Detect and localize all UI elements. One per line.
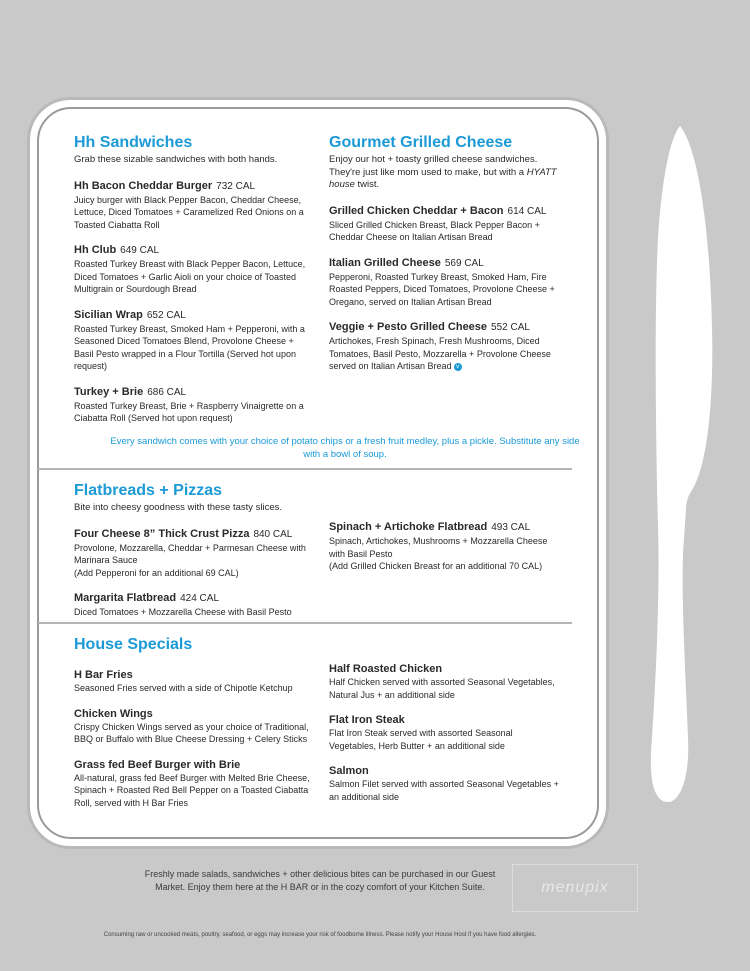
item-description: Roasted Turkey Breast, Brie + Raspberry Vinaigrette on a Ciabatta Roll (Served hot upon request) xyxy=(74,400,304,423)
item-calories: 614 CAL xyxy=(507,205,547,217)
item-name: Grass fed Beef Burger with Brie xyxy=(74,758,241,771)
flatbreads-title: Flatbreads + Pizzas xyxy=(74,482,223,499)
grilled-cheese-intro xyxy=(329,154,557,192)
intro-text: Enjoy our hot + toasty grilled cheese sandwiches. They're just like mom used to make, but with a xyxy=(329,154,538,178)
item-description: Pepperoni, Roasted Turkey Breast, Smoked Ham, Fire Roasted Peppers, Diced Tomatoes, Provolone Cheese + Oregano, served on Italian Artisan Bread xyxy=(329,271,555,307)
divider xyxy=(38,468,572,470)
item-name: Sicilian Wrap xyxy=(74,308,143,321)
menu-item xyxy=(74,308,314,373)
item-name: Salmon xyxy=(329,765,369,777)
flatbreads-section xyxy=(74,482,319,619)
item-description: Roasted Turkey Breast with Black Pepper Bacon, Lettuce, Diced Tomatoes + Garlic Aioli on your choice of Toasted Multigrain or Sourdough Bread xyxy=(74,259,306,294)
item-calories: 686 CAL xyxy=(147,386,187,398)
item-name: Flat Iron Steak xyxy=(329,714,405,726)
divider xyxy=(38,622,572,624)
menu-item xyxy=(329,662,559,701)
menu-item xyxy=(74,527,319,580)
item-description: Flat Iron Steak served with assorted Seasonal Vegetables, Herb Butter + an additional side xyxy=(329,728,513,751)
intro-text-end: twist. xyxy=(357,179,380,190)
item-calories: 840 CAL xyxy=(253,528,293,540)
item-extra: (Add Pepperoni for an additional 69 CAL) xyxy=(74,567,239,578)
footer-text: Freshly made salads, sandwiches + other delicious bites can be purchased in our Guest Market. Enjoy them here at the H BAR or in the cozy comfort of your Kitchen Suite. xyxy=(144,869,496,892)
item-description: Seasoned Fries served with a side of Chipotle Ketchup xyxy=(74,683,293,693)
menu-item xyxy=(74,668,319,695)
item-calories: 732 CAL xyxy=(216,180,256,192)
menu-item xyxy=(74,243,314,296)
item-description: Spinach, Artichokes, Mushrooms + Mozzarella Cheese with Basil Pesto xyxy=(329,536,548,559)
item-name: Hh Club xyxy=(74,244,117,256)
house-specials-title: House Specials xyxy=(74,636,193,653)
item-name: Half Roasted Chicken xyxy=(329,663,443,675)
item-name: Turkey + Brie xyxy=(74,385,144,398)
item-name: Four Cheese 8” Thick Crust Pizza xyxy=(74,527,250,540)
item-extra: (Add Grilled Chicken Breast for an additional 70 CAL) xyxy=(329,561,543,571)
watermark-logo: menupix xyxy=(512,864,638,912)
house-specials-section xyxy=(74,636,319,809)
grilled-cheese-title: Gourmet Grilled Cheese xyxy=(329,134,513,151)
item-name: Veggie + Pesto Grilled Cheese xyxy=(329,321,488,333)
flatbreads-intro: Bite into cheesy goodness with these tasty slices. xyxy=(74,502,283,513)
item-name: Italian Grilled Cheese xyxy=(329,256,441,269)
vegetarian-icon: v xyxy=(454,363,462,371)
menu-item xyxy=(329,520,564,573)
menu-item xyxy=(74,707,319,746)
flatbreads-right-column xyxy=(329,508,564,573)
item-description: Sliced Grilled Chicken Breast, Black Pepper Bacon + Cheddar Cheese on Italian Artisan Bread xyxy=(329,219,540,242)
item-name: Spinach + Artichoke Flatbread xyxy=(329,521,488,533)
item-description: Provolone, Mozzarella, Cheddar + Parmesan Cheese with Marinara Sauce xyxy=(74,542,306,565)
sandwich-side-note: Every sandwich comes with your choice of potato chips or a fresh fruit medley, plus a pickle. Substitute any side with a bowl of soup. xyxy=(110,436,580,460)
menu-item xyxy=(74,758,319,810)
allergy-disclaimer: Consuming raw or uncooked meats, poultry, seafood, or eggs may increase your risk of foodborne illness. Please notify your House Host if you have food allergies. xyxy=(103,932,537,938)
item-description: Artichokes, Fresh Spinach, Fresh Mushrooms, Diced Tomatoes, Basil Pesto, Mozzarella + Provolone Cheese served on Italian Artisan Bread xyxy=(329,336,551,371)
sandwiches-intro: Grab these sizable sandwiches with both hands. xyxy=(74,154,278,165)
item-calories: 652 CAL xyxy=(146,309,186,321)
item-description: Juicy burger with Black Pepper Bacon, Cheddar Cheese, Lettuce, Diced Tomatoes + Caramelized Red Onions on a Toasted Ciabatta Roll xyxy=(74,194,304,230)
item-description: Crispy Chicken Wings served as your choice of Traditional, BBQ or Buffalo with Blue Cheese Dressing + Celery Sticks xyxy=(74,721,309,744)
hyatt-house-brand: HYATT house xyxy=(329,166,557,190)
grilled-cheese-section xyxy=(329,134,557,373)
item-name: Margarita Flatbread xyxy=(74,592,177,604)
menu-item xyxy=(329,320,557,373)
item-description: Salmon Filet served with assorted Seasonal Vegetables + an additional side xyxy=(329,779,559,802)
menu-item xyxy=(74,385,314,425)
menu-item xyxy=(329,764,559,803)
item-name: Chicken Wings xyxy=(74,707,153,720)
menu-item xyxy=(329,204,557,244)
item-description: Roasted Turkey Breast, Smoked Ham + Pepperoni, with a Seasoned Diced Tomatoes Blend, Provolone Cheese + Basil Pesto wrapped in a Flour Tortilla (Served hot upon request) xyxy=(74,323,305,371)
item-description: Half Chicken served with assorted Seasonal Vegetables, Natural Jus + an additional side xyxy=(329,677,555,700)
sandwiches-section xyxy=(74,134,314,425)
item-calories: 552 CAL xyxy=(491,322,530,333)
item-calories: 569 CAL xyxy=(444,257,484,269)
house-specials-right-column xyxy=(329,650,559,803)
menu-item xyxy=(74,591,319,619)
item-description: All-natural, grass fed Beef Burger with Melted Brie Cheese, Spinach + Roasted Red Bell Pepper on a Toasted Ciabatta Roll, served with H Bar Fries xyxy=(74,772,310,808)
menu-item xyxy=(74,179,314,232)
item-calories: 424 CAL xyxy=(180,593,220,604)
menu-item xyxy=(329,256,557,309)
item-name: H Bar Fries xyxy=(74,669,133,681)
item-name: Grilled Chicken Cheddar + Bacon xyxy=(329,204,504,217)
menu-item xyxy=(329,713,559,752)
item-calories: 649 CAL xyxy=(120,245,160,256)
item-description: Diced Tomatoes + Mozzarella Cheese with Basil Pesto xyxy=(74,607,292,617)
item-name: Hh Bacon Cheddar Burger xyxy=(74,179,213,192)
item-calories: 493 CAL xyxy=(491,522,531,533)
sandwiches-title: Hh Sandwiches xyxy=(74,134,193,151)
knife-icon xyxy=(640,118,730,808)
